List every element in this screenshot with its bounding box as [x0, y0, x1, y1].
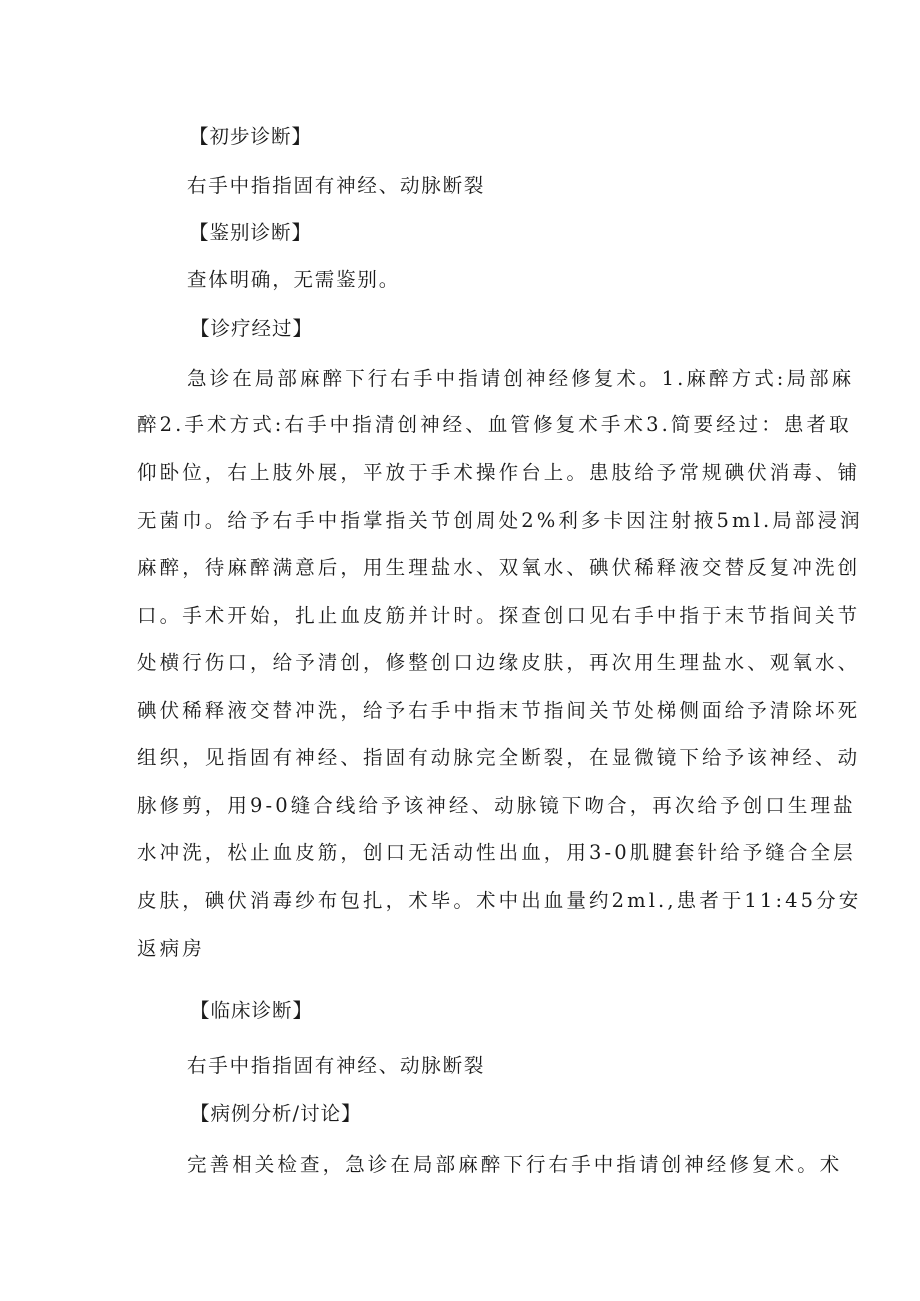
treatment-process-line: 碘伏稀释液交替冲洗，给予右手中指末节指间关节处梯侧面给予清除坏死 — [137, 699, 861, 722]
case-analysis-text: 完善相关检查，急诊在局部麻醉下行右手中指请创神经修复术。术 — [187, 1153, 843, 1176]
case-analysis-heading: 【病例分析/讨论】 — [190, 1102, 362, 1125]
preliminary-diagnosis-text: 右手中指指固有神经、动脉断裂 — [187, 174, 486, 197]
treatment-process-line: 无菌巾。给予右手中指掌指关节创周处2%利多卡因注射掖5ml.局部浸润 — [137, 509, 863, 532]
treatment-process-line: 醉2.手术方式:右手中指清创神经、血管修复术手术3.简要经过：患者取 — [137, 413, 852, 436]
treatment-process-line: 口。手术开始，扎止血皮筋并计时。探查创口见右手中指于末节指间关节 — [137, 604, 861, 627]
treatment-process-line: 急诊在局部麻醉下行右手中指请创神经修复术。1.麻醉方式:局部麻 — [187, 367, 855, 390]
clinical-diagnosis-text: 右手中指指固有神经、动脉断裂 — [187, 1054, 486, 1077]
treatment-process-line: 处横行伤口，给予清创，修整创口边缘皮肤，再次用生理盐水、观氧水、 — [137, 651, 861, 674]
clinical-diagnosis-heading: 【临床诊断】 — [190, 999, 314, 1022]
treatment-process-heading: 【诊疗经过】 — [190, 317, 314, 340]
preliminary-diagnosis-heading: 【初步诊断】 — [189, 125, 313, 148]
treatment-process-line: 水冲洗，松止血皮筋，创口无活动性出血，用3-0肌腱套针给予缝合全层 — [137, 841, 856, 864]
treatment-process-line: 组织，见指固有神经、指固有动脉完全断裂，在显微镜下给予该神经、动 — [137, 746, 861, 769]
treatment-process-line: 返病房 — [137, 937, 205, 960]
differential-diagnosis-text: 查体明确，无需鉴别。 — [187, 268, 401, 291]
treatment-process-line: 皮肤，碘伏消毒纱布包扎，术毕。术中出血量约2ml.,患者于11:45分安 — [137, 889, 862, 912]
treatment-process-line: 仰卧位，右上肢外展，平放于手术操作台上。患肢给予常规碘伏消毒、铺 — [137, 461, 861, 484]
treatment-process-line: 脉修剪，用9-0缝合线给予该神经、动脉镜下吻合，再次给予创口生理盐 — [137, 794, 856, 817]
treatment-process-line: 麻醉，待麻醉满意后，用生理盐水、双氧水、碘伏稀释液交替反复冲洗创 — [137, 556, 861, 579]
differential-diagnosis-heading: 【鉴别诊断】 — [189, 221, 313, 244]
